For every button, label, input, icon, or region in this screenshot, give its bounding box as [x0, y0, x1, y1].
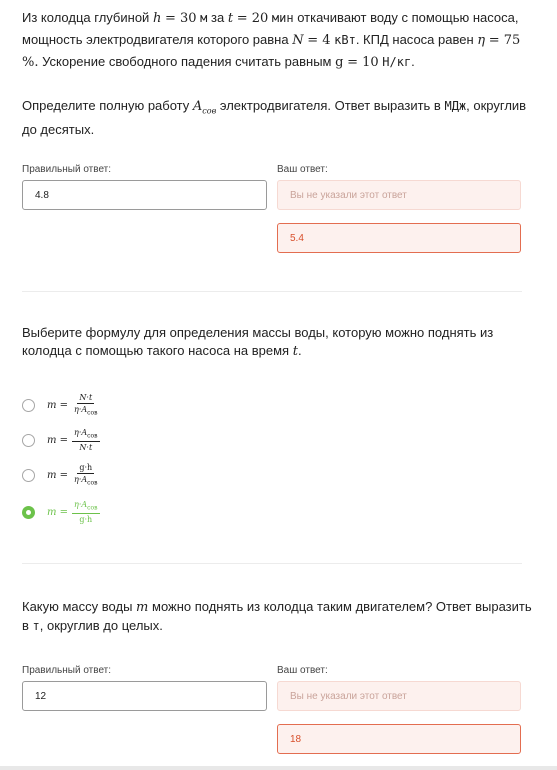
divider — [22, 291, 522, 292]
var-t: t — [292, 344, 298, 359]
var-n: N — [292, 33, 304, 48]
q2-text: Выберите формулу для определения массы воды, которую можно поднять из колодца с помощью такого насоса на время — [22, 325, 494, 358]
formula-lhs: m = — [47, 399, 69, 411]
correct-answer-field: 4.8 — [22, 180, 267, 210]
var-t: t — [227, 11, 234, 26]
q1-text-c: , округлив до десятых. — [22, 98, 527, 137]
var-a: A — [192, 99, 203, 114]
formula-lhs: m = — [47, 434, 69, 446]
option-1[interactable] — [22, 389, 100, 421]
option-4-selected[interactable] — [22, 496, 100, 528]
denominator-text: η·A — [74, 474, 88, 484]
your-answer-field[interactable]: Вы не указали этот ответ — [277, 180, 521, 210]
q1-text-b: электродвигателя. Ответ выразить в — [219, 98, 441, 113]
denominator-sub: сов — [87, 479, 98, 487]
q1-text-a: Определите полную работу — [22, 98, 190, 113]
correct-answer-field: 12 — [22, 681, 267, 711]
correct-answer-label: Правильный ответ: — [22, 665, 112, 676]
correct-answer-label: Правильный ответ: — [22, 164, 112, 175]
denominator — [77, 442, 94, 453]
var-m: m — [136, 600, 149, 615]
wrong-answer-field: 5.4 — [277, 223, 521, 253]
your-answer-label: Ваш ответ: — [277, 665, 328, 676]
question-1-text — [22, 97, 532, 139]
numerator-text: g·h — [79, 462, 93, 472]
var-a-sov — [193, 99, 216, 114]
wrong-answer-field: 18 — [277, 724, 521, 754]
question-3-text — [22, 598, 532, 635]
radio-button[interactable] — [22, 434, 35, 447]
intro-text: . КПД насоса равен — [355, 32, 474, 47]
q3-unit: т — [32, 619, 40, 633]
val-eta: = 75 %. — [22, 33, 521, 70]
denominator-text: η·A — [74, 404, 88, 414]
var-h: h — [152, 11, 162, 26]
radio-dot — [26, 510, 31, 515]
unit-t: мин — [271, 11, 294, 25]
numerator-text: η·A — [74, 427, 88, 437]
q2-text-tail: . — [297, 343, 302, 358]
fraction — [72, 392, 99, 419]
q3-text-b: можно поднять из колодца таким двигателем? Ответ выразить в — [22, 599, 532, 633]
intro-text: . — [411, 54, 415, 69]
intro-text: за — [211, 10, 225, 25]
denominator-text: N·t — [79, 443, 93, 453]
unit-g: Н/кг — [382, 55, 412, 69]
intro-text: откачивают воду с помощью насоса, мощность электродвигателя которого равна — [22, 10, 519, 47]
numerator — [77, 392, 94, 404]
formula — [47, 462, 100, 489]
q3-text-a: Какую массу воды — [22, 599, 133, 614]
fraction — [72, 499, 99, 526]
denominator — [72, 474, 99, 489]
intro-text: Из колодца глубиной — [22, 10, 150, 25]
var-a-sub: сов — [202, 106, 217, 116]
formula — [47, 499, 100, 526]
option-3[interactable] — [22, 459, 100, 491]
val-h: = 30 — [164, 11, 197, 26]
val-n: = 4 — [307, 33, 331, 48]
q3-text-c: , округлив до целых. — [39, 618, 163, 633]
radio-button[interactable] — [22, 399, 35, 412]
val-g: = 10 — [347, 55, 379, 70]
unit-n: кВт — [334, 33, 356, 47]
bottom-scroll-edge — [0, 766, 557, 770]
numerator-text: N·t — [79, 392, 93, 402]
numerator — [72, 427, 99, 443]
your-answer-field[interactable]: Вы не указали этот ответ — [277, 681, 521, 711]
val-t: = 20 — [236, 11, 269, 26]
your-answer-label: Ваш ответ: — [277, 164, 328, 175]
intro-text: Ускорение свободного падения считать равным — [42, 54, 332, 69]
unit-h: м — [200, 11, 208, 25]
q1-unit: МДж — [444, 99, 467, 113]
formula-lhs: m = — [47, 469, 69, 481]
denominator-sub: сов — [87, 409, 98, 417]
var-eta: η — [477, 33, 486, 48]
radio-button[interactable] — [22, 469, 35, 482]
problem-statement — [22, 7, 537, 73]
numerator-sub: сов — [87, 504, 98, 512]
question-2-text — [22, 324, 532, 361]
var-g: g — [335, 55, 344, 70]
radio-button-selected[interactable] — [22, 506, 35, 519]
option-2[interactable] — [22, 424, 100, 456]
fraction — [72, 462, 99, 489]
numerator — [72, 499, 99, 515]
denominator — [72, 404, 99, 419]
formula — [47, 427, 100, 454]
denominator-text: g·h — [79, 515, 93, 525]
fraction — [72, 427, 99, 454]
formula-lhs: m = — [47, 506, 69, 518]
denominator — [77, 514, 94, 525]
numerator — [77, 462, 94, 474]
numerator-sub: сов — [87, 432, 98, 440]
formula — [47, 392, 100, 419]
divider — [22, 563, 522, 564]
numerator-text: η·A — [74, 499, 88, 509]
